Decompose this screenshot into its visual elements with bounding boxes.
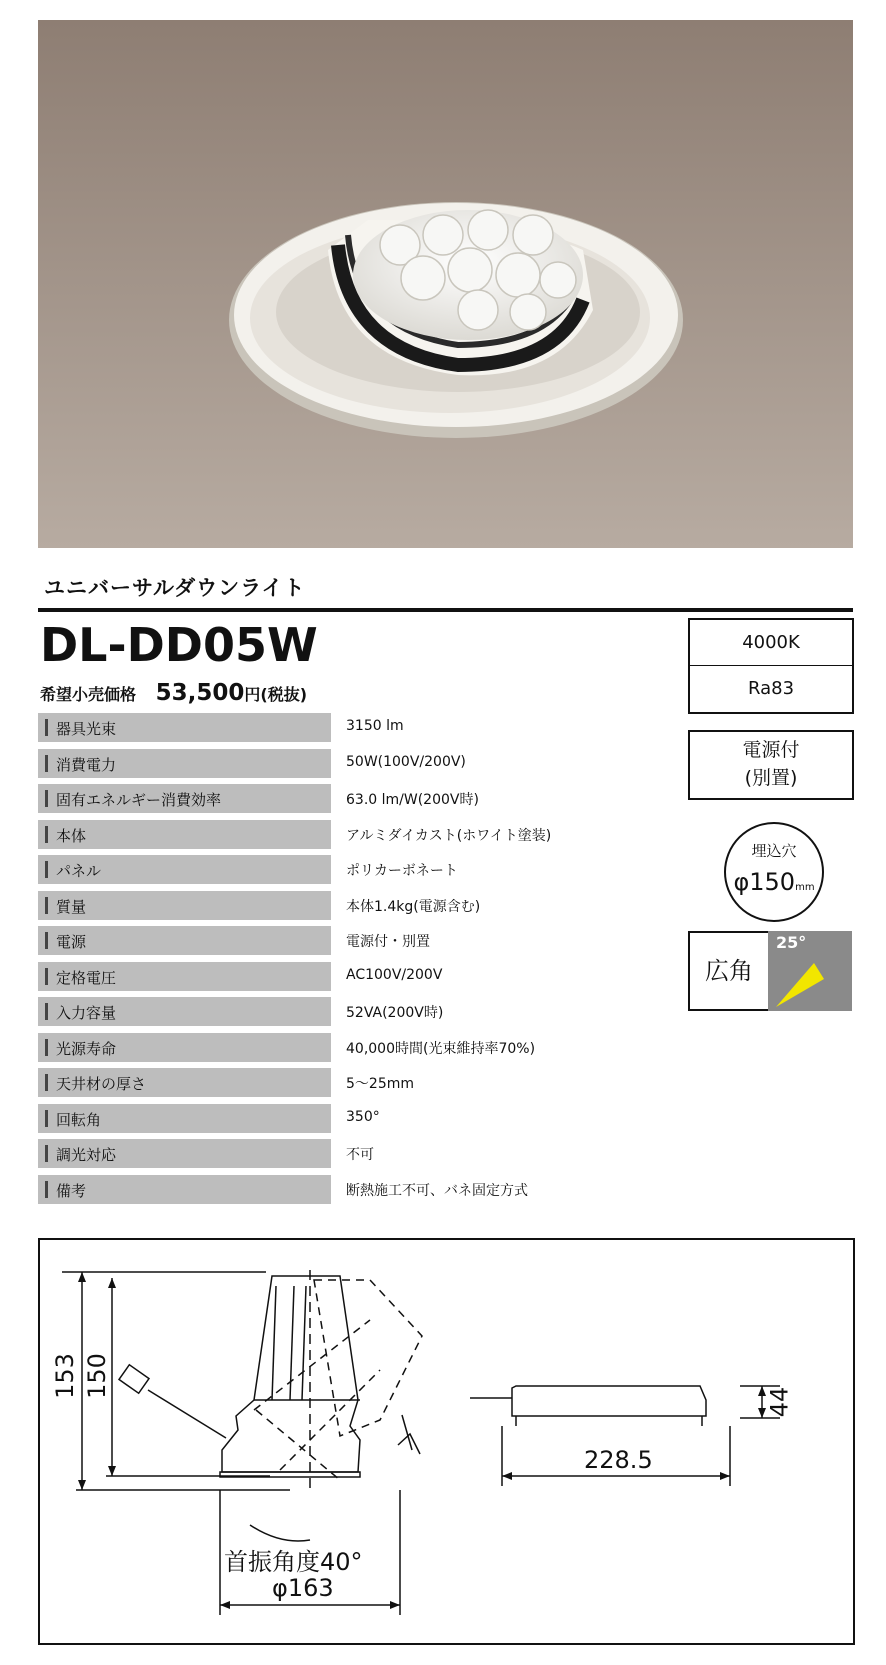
spec-label-cell — [38, 749, 331, 778]
spec-value: 電源付・別置 — [346, 934, 430, 950]
beam-angle-badge — [768, 931, 852, 1011]
cutout-unit: mm — [795, 882, 815, 893]
spec-value: 63.0 lm/W(200V時) — [346, 792, 479, 808]
spec-row — [38, 1033, 613, 1062]
price-label: 希望小売価格 — [40, 685, 137, 704]
spec-label-cell — [38, 926, 331, 955]
cutout-size-value: φ150 — [733, 868, 796, 896]
beam-cone-icon — [776, 963, 824, 1007]
price-row — [40, 680, 307, 706]
label-marker — [45, 932, 48, 949]
label-marker — [45, 1003, 48, 1020]
spec-label: 備考 — [56, 1181, 87, 1200]
label-marker — [45, 861, 48, 878]
spec-value: ポリカーボネート — [346, 863, 458, 879]
category-title: ユニバーサルダウンライト — [44, 576, 306, 600]
spec-label-cell — [38, 855, 331, 884]
cutout-badge — [724, 822, 824, 922]
spec-label: 器具光束 — [56, 720, 117, 738]
spec-label-cell — [38, 713, 331, 742]
spec-value: 3150 lm — [346, 718, 404, 734]
spec-label: 質量 — [56, 897, 87, 916]
label-marker — [45, 826, 48, 843]
dim-228-5: 228.5 — [584, 1446, 653, 1474]
tilt-angle-label: 首振角度40° — [224, 1548, 363, 1576]
label-marker — [45, 1181, 48, 1198]
spec-row — [38, 713, 613, 742]
spec-label-cell — [38, 891, 331, 920]
dim-150: 150 — [82, 1353, 111, 1399]
cutout-label: 埋込穴 — [751, 842, 797, 860]
spec-row — [38, 784, 613, 813]
label-marker — [45, 897, 48, 914]
spec-label-cell — [38, 1104, 331, 1133]
spec-value: 40,000時間(光束維持率70%) — [346, 1040, 536, 1057]
spec-row — [38, 926, 613, 955]
spec-value: AC100V/200V — [346, 966, 443, 983]
spec-label: 天井材の厚さ — [56, 1075, 147, 1093]
label-marker — [45, 790, 48, 807]
color-temp-badge — [688, 618, 854, 714]
power-badge — [688, 730, 854, 800]
spec-value: 52VA(200V時) — [346, 1005, 444, 1021]
spec-label-cell — [38, 1068, 331, 1097]
label-marker — [45, 1145, 48, 1162]
spec-value: 5〜25mm — [346, 1076, 414, 1092]
cct-value: 4000K — [742, 632, 800, 653]
spec-label-cell — [38, 784, 331, 813]
beam-label-badge: 広角 — [688, 931, 770, 1011]
price-value: 53,500 — [155, 680, 245, 706]
spec-label: パネル — [56, 862, 102, 880]
drawing-svg — [40, 1240, 853, 1643]
model-number: DL-DD05W — [40, 618, 318, 672]
spec-value: 本体1.4kg(電源含む) — [346, 898, 481, 915]
spec-label: 電源 — [56, 933, 87, 951]
spec-table — [38, 713, 613, 1210]
spec-value: アルミダイカスト(ホワイト塗装) — [346, 827, 552, 844]
spec-row — [38, 1175, 613, 1204]
spec-row — [38, 855, 613, 884]
spec-row — [38, 891, 613, 920]
spec-label-cell — [38, 997, 331, 1026]
spec-row — [38, 749, 613, 778]
spec-label-cell — [38, 1033, 331, 1062]
price-tax: (税抜) — [260, 685, 308, 704]
spec-value: 断熱施工不可、バネ固定方式 — [346, 1182, 528, 1199]
spec-label-cell — [38, 820, 331, 849]
spec-value: 不可 — [346, 1147, 374, 1163]
spec-label: 消費電力 — [56, 755, 117, 774]
beam-angle-value: 25° — [776, 933, 807, 952]
spec-label-cell — [38, 962, 331, 991]
spec-row — [38, 1139, 613, 1168]
dim-diameter: φ163 — [272, 1574, 334, 1602]
spec-row — [38, 1068, 613, 1097]
spec-label: 調光対応 — [56, 1146, 117, 1164]
spec-row — [38, 962, 613, 991]
cutout-size — [726, 868, 822, 896]
power-line2: (別置) — [744, 767, 798, 789]
spec-row — [38, 820, 613, 849]
label-marker — [45, 968, 48, 985]
dim-153: 153 — [50, 1353, 79, 1399]
ra-value: Ra83 — [747, 678, 795, 699]
spec-label: 定格電圧 — [56, 968, 117, 987]
label-marker — [45, 755, 48, 772]
power-line1: 電源付 — [742, 739, 800, 761]
dim-44: 44 — [765, 1386, 794, 1418]
spec-label: 光源寿命 — [56, 1039, 117, 1058]
label-marker — [45, 1110, 48, 1127]
spec-label: 入力容量 — [56, 1004, 117, 1022]
spec-value: 50W(100V/200V) — [346, 753, 466, 770]
spec-label-cell — [38, 1175, 331, 1204]
label-marker — [45, 1039, 48, 1056]
spec-label: 本体 — [56, 826, 87, 845]
spec-label: 回転角 — [56, 1110, 102, 1129]
label-marker — [45, 1074, 48, 1091]
label-marker — [45, 719, 48, 736]
dimension-drawing — [38, 1238, 855, 1645]
price-unit: 円 — [244, 685, 261, 704]
spec-value: 350° — [346, 1108, 380, 1125]
spec-row — [38, 1104, 613, 1133]
product-photo — [38, 20, 853, 548]
divider — [38, 608, 853, 612]
spec-label: 固有エネルギー消費効率 — [56, 791, 222, 809]
spec-row — [38, 997, 613, 1026]
spec-label-cell — [38, 1139, 331, 1168]
